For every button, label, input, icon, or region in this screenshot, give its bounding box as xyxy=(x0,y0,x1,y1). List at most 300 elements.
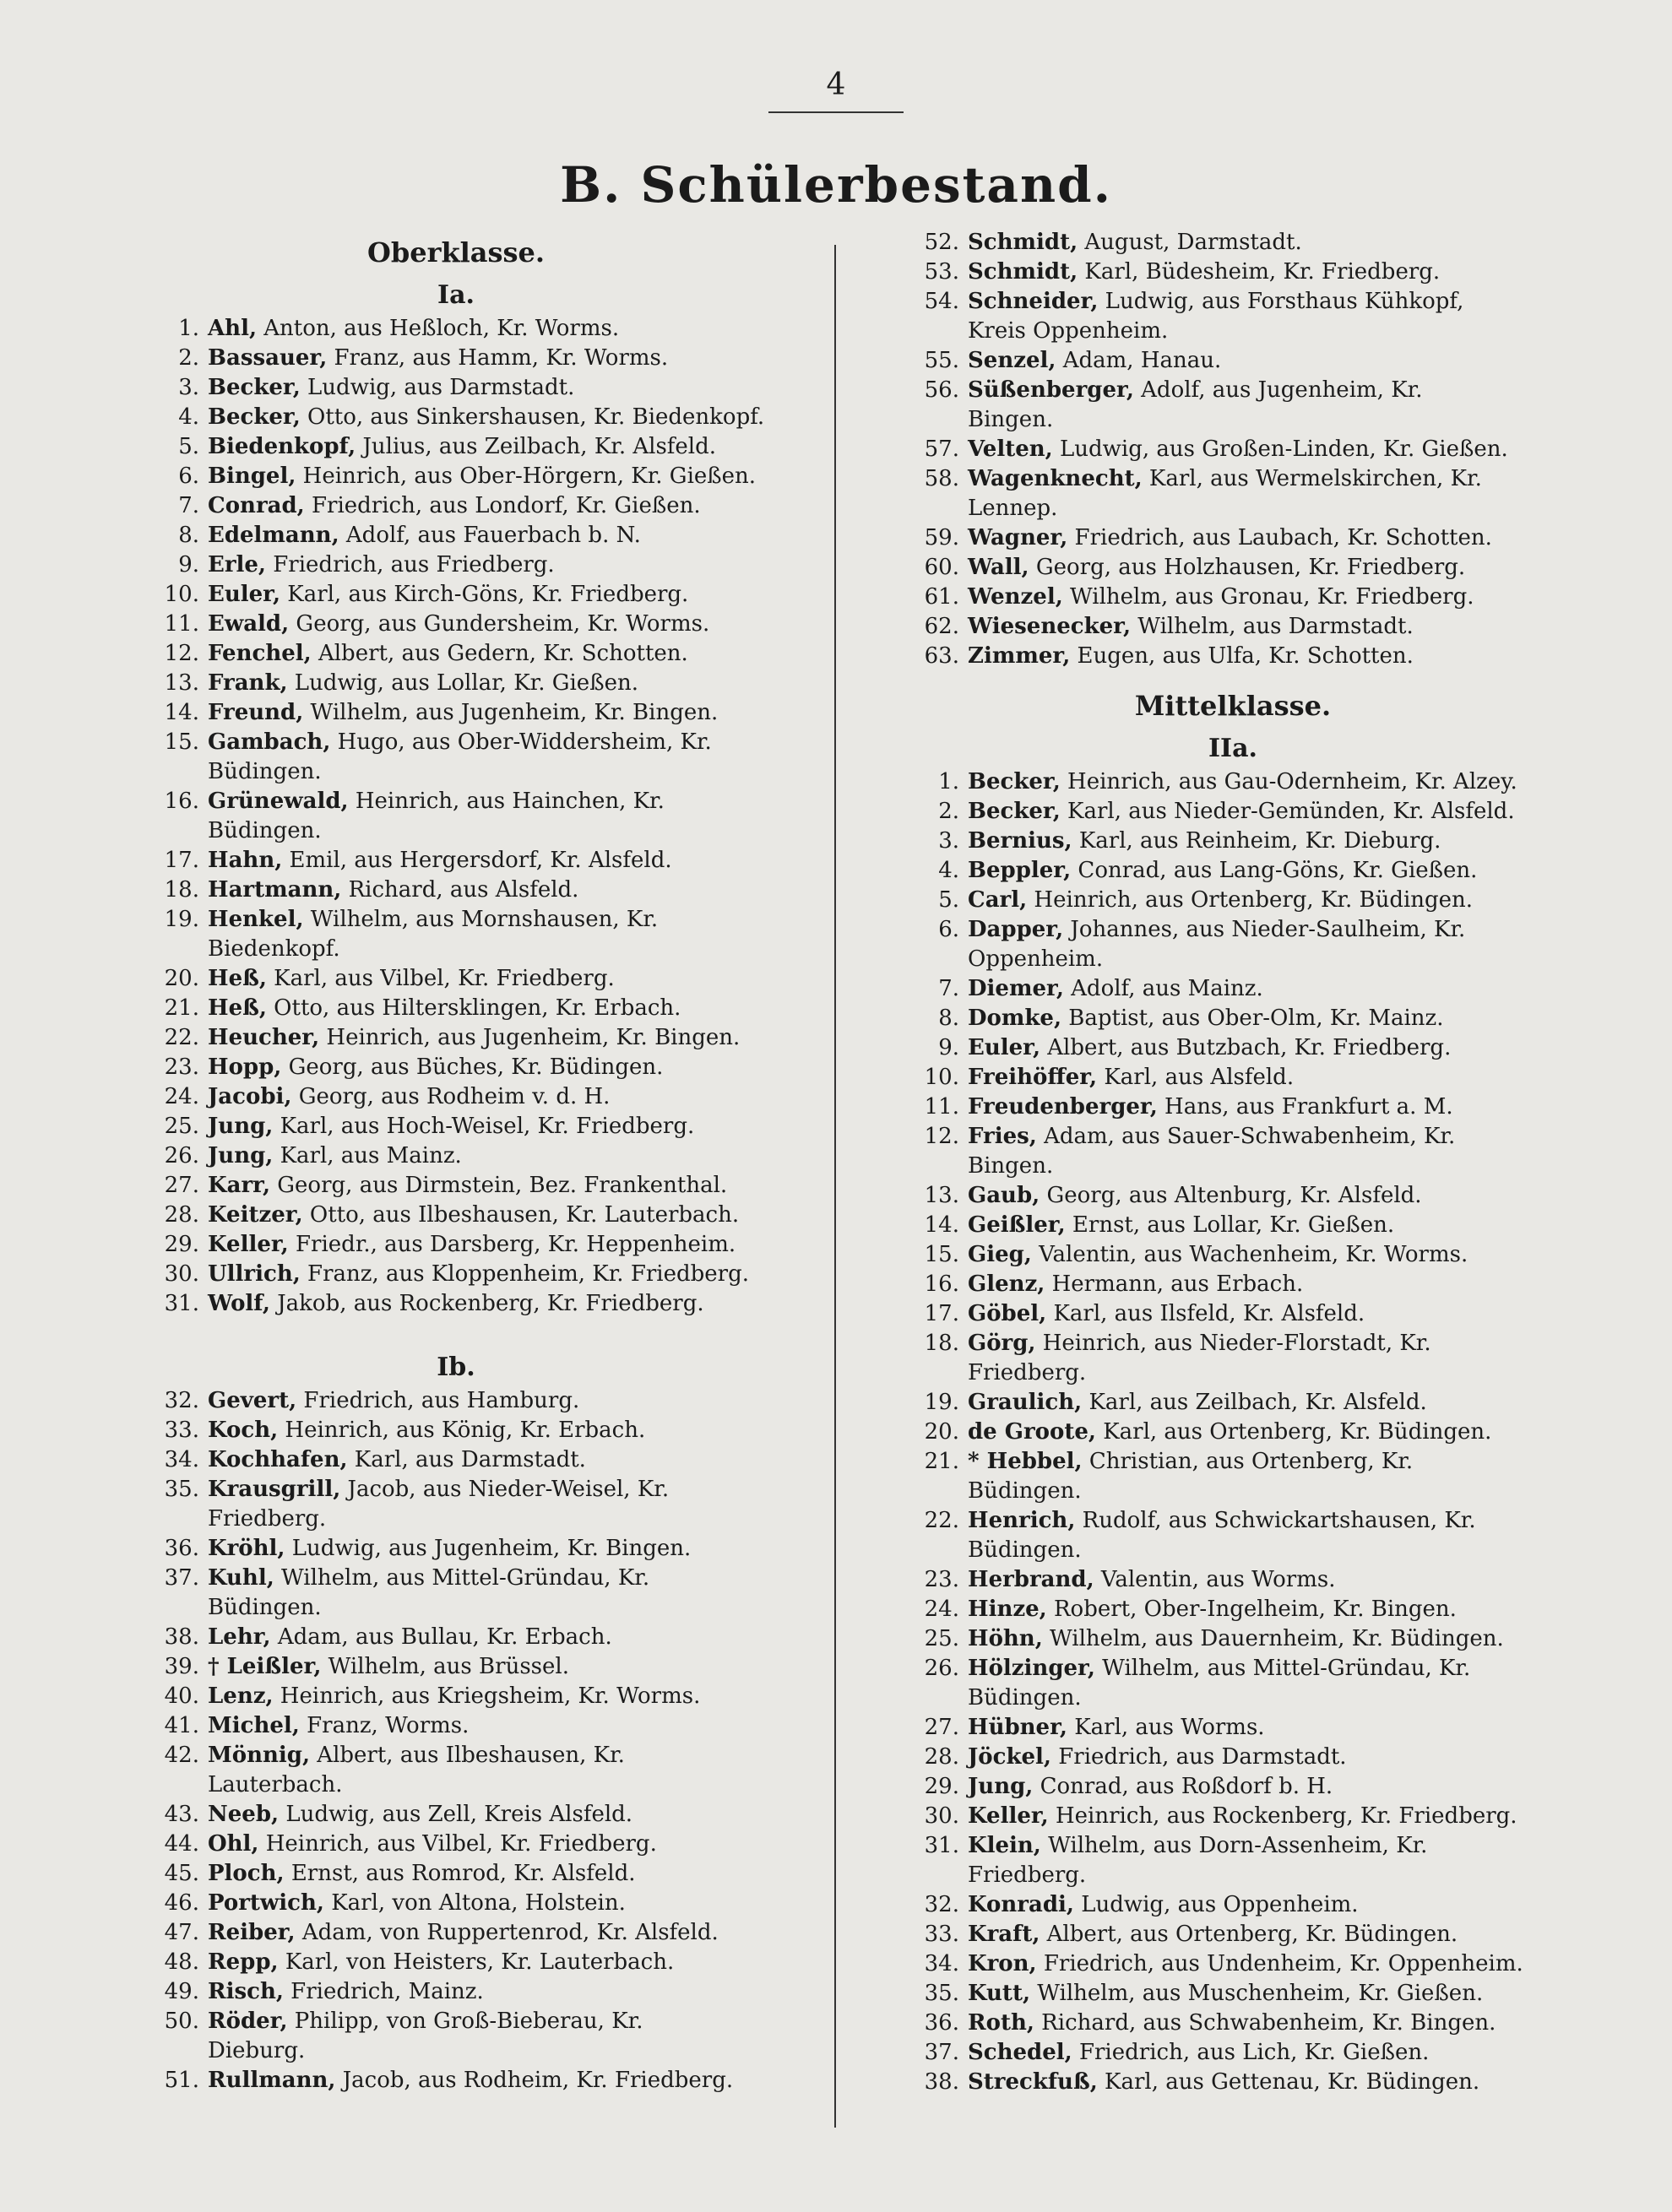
student-details: Conrad, aus Roßdorf b. H. xyxy=(1033,1774,1333,1799)
student-entry xyxy=(878,346,1588,376)
entry-text xyxy=(968,856,1588,886)
entry-text xyxy=(208,1416,794,1445)
student-surname: Hübner, xyxy=(968,1715,1067,1740)
entry-number: 52. xyxy=(924,230,959,255)
student-surname: Görg, xyxy=(968,1331,1036,1356)
student-entry xyxy=(878,376,1588,435)
entry-text xyxy=(968,346,1588,376)
student-surname: Konradi, xyxy=(968,1892,1074,1917)
entry-text xyxy=(208,2066,794,2095)
entry-number: 7. xyxy=(938,976,959,1001)
entry-number: 34. xyxy=(164,1447,199,1472)
entry-text xyxy=(968,1063,1588,1092)
student-entry xyxy=(878,1211,1588,1240)
entry-text xyxy=(208,1201,794,1230)
entry-number: 51. xyxy=(164,2068,199,2093)
student-entry xyxy=(118,639,794,669)
student-surname: Hölzinger, xyxy=(968,1656,1095,1681)
entry-text xyxy=(208,1112,794,1141)
entry-number: 55. xyxy=(924,348,959,373)
student-entry xyxy=(878,228,1588,258)
student-details: Wilhelm, aus Dorn-Assenheim, Kr. Friedberg. xyxy=(968,1833,1428,1888)
entry-number: 25. xyxy=(164,1114,199,1139)
entry-number: 21. xyxy=(164,995,199,1021)
student-details: Wilhelm, aus Gronau, Kr. Friedberg. xyxy=(1062,584,1474,610)
student-details: Conrad, aus Lang-Göns, Kr. Gießen. xyxy=(1071,858,1478,883)
entry-text xyxy=(208,1053,794,1082)
student-details: Friedrich, aus Friedberg. xyxy=(266,552,555,577)
entry-number: 11. xyxy=(924,1094,959,1120)
entry-number: 19. xyxy=(164,907,199,932)
student-entry xyxy=(878,583,1588,612)
entry-text xyxy=(208,639,794,669)
student-details: Adam, Hanau. xyxy=(1056,348,1222,373)
entry-number: 19. xyxy=(924,1390,959,1415)
student-details: Karl, aus Ilsfeld, Kr. Alsfeld. xyxy=(1046,1301,1365,1326)
entry-number: 22. xyxy=(164,1025,199,1050)
student-entry xyxy=(878,1418,1588,1447)
student-list-oberklasse-continued xyxy=(878,228,1588,671)
student-entry xyxy=(878,642,1588,671)
student-details: Rudolf, aus Schwickartshausen, Kr. Büdingen. xyxy=(968,1508,1476,1563)
entry-number: 53. xyxy=(924,259,959,285)
entry-number: 56. xyxy=(924,377,959,403)
student-details: Karl, aus Darmstadt. xyxy=(347,1447,586,1472)
student-entry xyxy=(118,2007,794,2066)
entry-number: 33. xyxy=(924,1922,959,1947)
student-entry xyxy=(118,787,794,846)
student-surname: Bingel, xyxy=(208,464,296,489)
entry-text xyxy=(968,1388,1588,1418)
student-surname: Euler, xyxy=(968,1035,1040,1060)
entry-number: 46. xyxy=(164,1890,199,1916)
student-entry xyxy=(878,1565,1588,1595)
student-surname: Kröhl, xyxy=(208,1536,285,1561)
student-details: Karl, aus Worms. xyxy=(1067,1715,1265,1740)
entry-text xyxy=(208,1682,794,1711)
entry-text xyxy=(968,258,1588,287)
student-surname: Jacobi, xyxy=(208,1084,292,1109)
student-surname: Domke, xyxy=(968,1006,1062,1031)
entry-text xyxy=(208,344,794,373)
student-surname: Velten, xyxy=(968,436,1053,462)
student-surname: Schmidt, xyxy=(968,259,1078,285)
student-entry xyxy=(118,1918,794,1948)
student-surname: Frank, xyxy=(208,670,288,696)
entry-number: 28. xyxy=(164,1202,199,1228)
student-entry xyxy=(118,669,794,698)
entry-text xyxy=(208,964,794,994)
entry-number: 37. xyxy=(164,1565,199,1591)
entry-number: 34. xyxy=(924,1951,959,1976)
student-surname: Neeb, xyxy=(208,1802,280,1827)
student-surname: Ohl, xyxy=(208,1831,259,1857)
entry-text xyxy=(208,1918,794,1948)
entry-text xyxy=(968,1979,1588,2009)
entry-number: 22. xyxy=(924,1508,959,1533)
entry-number: 25. xyxy=(924,1626,959,1651)
student-details: Christian, aus Ortenberg, Kr. Büdingen. xyxy=(968,1449,1414,1504)
student-entry xyxy=(118,1141,794,1171)
entry-number: 32. xyxy=(164,1388,199,1413)
entry-text xyxy=(968,1329,1588,1388)
student-details: Adam, von Ruppertenrod, Kr. Alsfeld. xyxy=(295,1920,719,1945)
student-details: Jacob, aus Rodheim, Kr. Friedberg. xyxy=(335,2068,734,2093)
student-entry xyxy=(878,1181,1588,1211)
entry-text xyxy=(968,1299,1588,1329)
entry-text xyxy=(968,1033,1588,1063)
section-heading-mittelklasse: Mittelklasse. xyxy=(1134,690,1332,722)
entry-number: 33. xyxy=(164,1418,199,1443)
student-details: Adolf, aus Mainz. xyxy=(1063,976,1263,1001)
student-entry xyxy=(878,258,1588,287)
entry-number: 60. xyxy=(924,555,959,580)
entry-number: 40. xyxy=(164,1683,199,1709)
entry-number: 13. xyxy=(164,670,199,696)
student-details: Karl, aus Zeilbach, Kr. Alsfeld. xyxy=(1082,1390,1427,1415)
entry-text xyxy=(968,1270,1588,1299)
student-surname: Karr, xyxy=(208,1173,271,1198)
student-details: Wilhelm, aus Mornshausen, Kr. Biedenkopf. xyxy=(208,907,659,962)
entry-number: 3. xyxy=(938,828,959,854)
student-details: Friedrich, aus Lich, Kr. Gießen. xyxy=(1072,2040,1430,2065)
student-entry xyxy=(118,964,794,994)
entry-text xyxy=(208,1230,794,1260)
entry-number: 44. xyxy=(164,1831,199,1857)
student-details: Ludwig, aus Oppenheim. xyxy=(1073,1892,1359,1917)
student-entry xyxy=(118,1859,794,1889)
spacer xyxy=(878,671,1588,681)
student-surname: Becker, xyxy=(968,799,1061,824)
student-entry xyxy=(118,876,794,905)
student-details: Ludwig, aus Darmstadt. xyxy=(300,375,575,400)
entry-number: 8. xyxy=(178,523,199,548)
student-surname: * Hebbel, xyxy=(968,1449,1083,1474)
entry-number: 12. xyxy=(164,641,199,666)
entry-number: 37. xyxy=(924,2040,959,2065)
student-details: Jacob, aus Nieder-Weisel, Kr. Friedberg. xyxy=(208,1477,670,1532)
student-entry xyxy=(118,1082,794,1112)
entry-number: 31. xyxy=(924,1833,959,1858)
student-surname: Graulich, xyxy=(968,1390,1083,1415)
student-surname: Jung, xyxy=(208,1114,274,1139)
student-surname: Wagner, xyxy=(968,525,1068,550)
entry-number: 21. xyxy=(924,1449,959,1474)
entry-number: 54. xyxy=(924,289,959,314)
student-details: Georg, aus Rodheim v. d. H. xyxy=(291,1084,611,1109)
entry-number: 20. xyxy=(924,1419,959,1445)
entry-text xyxy=(968,1831,1588,1890)
student-entry xyxy=(878,523,1588,553)
student-surname: Gaub, xyxy=(968,1183,1040,1208)
entry-number: 41. xyxy=(164,1713,199,1738)
student-surname: Glenz, xyxy=(968,1271,1045,1297)
student-surname: Freudenberger, xyxy=(968,1094,1158,1120)
entry-text xyxy=(968,1240,1588,1270)
entry-text xyxy=(968,1890,1588,1920)
student-details: Ludwig, aus Lollar, Kr. Gießen. xyxy=(287,670,638,696)
student-entry xyxy=(118,521,794,550)
student-surname: Ploch, xyxy=(208,1861,285,1886)
entry-text xyxy=(208,994,794,1023)
student-entry xyxy=(878,1920,1588,1949)
student-details: Karl, aus Mainz. xyxy=(273,1143,462,1168)
entry-text xyxy=(208,403,794,432)
entry-number: 61. xyxy=(924,584,959,610)
student-entry xyxy=(878,1270,1588,1299)
entry-text xyxy=(208,1623,794,1652)
entry-text xyxy=(968,2068,1588,2097)
student-entry xyxy=(878,287,1588,346)
student-details: Heinrich, aus Gau-Odernheim, Kr. Alzey. xyxy=(1060,769,1517,794)
entry-text xyxy=(208,521,794,550)
student-entry xyxy=(118,403,794,432)
student-entry xyxy=(878,856,1588,886)
student-surname: Erle, xyxy=(208,552,266,577)
student-details: Georg, aus Büches, Kr. Büdingen. xyxy=(281,1054,664,1080)
student-entry xyxy=(118,1260,794,1289)
student-entry xyxy=(878,1713,1588,1743)
student-surname: Bernius, xyxy=(968,828,1072,854)
student-details: August, Darmstadt. xyxy=(1078,230,1302,255)
student-entry xyxy=(118,1201,794,1230)
student-surname: Kutt, xyxy=(968,1981,1031,2006)
entry-number: 62. xyxy=(924,614,959,639)
entry-text xyxy=(208,1141,794,1171)
student-entry xyxy=(878,1624,1588,1654)
entry-text xyxy=(208,580,794,610)
entry-text xyxy=(968,915,1588,974)
student-entry xyxy=(118,1948,794,1977)
entry-text xyxy=(208,846,794,876)
student-entry xyxy=(878,767,1588,797)
entry-text xyxy=(208,432,794,462)
entry-text xyxy=(968,642,1588,671)
entry-number: 38. xyxy=(164,1624,199,1650)
entry-text xyxy=(208,1711,794,1741)
entry-number: 13. xyxy=(924,1183,959,1208)
student-entry xyxy=(118,1230,794,1260)
section-heading-oberklasse: Oberklasse. xyxy=(366,236,546,268)
student-surname: Wenzel, xyxy=(968,584,1063,610)
student-entry xyxy=(118,1889,794,1918)
entry-text xyxy=(208,876,794,905)
entry-number: 31. xyxy=(164,1291,199,1316)
student-entry xyxy=(878,464,1588,523)
student-surname: Biedenkopf, xyxy=(208,434,356,459)
entry-text xyxy=(968,1447,1588,1506)
student-details: Franz, Worms. xyxy=(299,1713,470,1738)
entry-text xyxy=(968,827,1588,856)
entry-text xyxy=(208,610,794,639)
student-details: Karl, aus Reinheim, Kr. Dieburg. xyxy=(1072,828,1441,854)
student-surname: Hartmann, xyxy=(208,877,342,903)
student-surname: Keitzer, xyxy=(208,1202,303,1228)
student-entry xyxy=(878,1240,1588,1270)
entry-text xyxy=(208,1741,794,1800)
student-entry xyxy=(118,1289,794,1319)
entry-text xyxy=(968,287,1588,346)
entry-number: 23. xyxy=(164,1054,199,1080)
student-surname: Hopp, xyxy=(208,1054,282,1080)
entry-number: 6. xyxy=(938,917,959,942)
student-details: Friedrich, Mainz. xyxy=(283,1979,484,2004)
student-entry xyxy=(878,1122,1588,1181)
entry-text xyxy=(968,1802,1588,1831)
student-entry xyxy=(118,1475,794,1534)
student-entry xyxy=(878,1831,1588,1890)
student-details: Hugo, aus Ober-Widdersheim, Kr. Büdingen. xyxy=(208,729,712,784)
left-column xyxy=(118,228,794,2095)
entry-number: 35. xyxy=(924,1981,959,2006)
entry-text xyxy=(208,1800,794,1830)
student-surname: Keller, xyxy=(968,1803,1049,1829)
student-surname: Kuhl, xyxy=(208,1565,274,1591)
student-entry xyxy=(118,344,794,373)
student-surname: Lenz, xyxy=(208,1683,274,1709)
student-entry xyxy=(118,846,794,876)
student-details: Heinrich, aus Rockenberg, Kr. Friedberg. xyxy=(1048,1803,1517,1829)
student-entry xyxy=(118,1171,794,1201)
entry-number: 16. xyxy=(924,1271,959,1297)
student-surname: Wagenknecht, xyxy=(968,466,1143,491)
student-entry xyxy=(878,2068,1588,2097)
entry-text xyxy=(208,1082,794,1112)
student-details: Karl, aus Kirch-Göns, Kr. Friedberg. xyxy=(280,582,689,607)
student-details: Richard, aus Schwabenheim, Kr. Bingen. xyxy=(1034,2010,1496,2036)
entry-number: 18. xyxy=(924,1331,959,1356)
student-entry xyxy=(878,1447,1588,1506)
student-details: Otto, aus Ilbeshausen, Kr. Lauterbach. xyxy=(302,1202,740,1228)
entry-text xyxy=(968,1211,1588,1240)
student-entry xyxy=(118,1800,794,1830)
student-surname: Freihöffer, xyxy=(968,1065,1098,1090)
student-entry xyxy=(878,612,1588,642)
entry-number: 1. xyxy=(938,769,959,794)
student-entry xyxy=(118,1534,794,1564)
entry-text xyxy=(968,464,1588,523)
student-surname: Carl, xyxy=(968,887,1028,913)
student-surname: de Groote, xyxy=(968,1419,1096,1445)
student-surname: Henkel, xyxy=(208,907,304,932)
student-surname: Ahl, xyxy=(208,316,258,341)
student-entry xyxy=(118,432,794,462)
student-surname: Streckfuß, xyxy=(968,2069,1098,2095)
entry-text xyxy=(968,1122,1588,1181)
entry-text xyxy=(968,1565,1588,1595)
student-surname: Portwich, xyxy=(208,1890,324,1916)
entry-number: 14. xyxy=(164,700,199,725)
student-entry xyxy=(878,974,1588,1004)
student-entry xyxy=(878,1329,1588,1388)
student-surname: Hahn, xyxy=(208,848,283,873)
entry-text xyxy=(968,1743,1588,1772)
student-entry xyxy=(118,550,794,580)
entry-number: 16. xyxy=(164,789,199,814)
entry-number: 5. xyxy=(938,887,959,913)
student-details: Heinrich, aus Kriegsheim, Kr. Worms. xyxy=(273,1683,701,1709)
entry-number: 7. xyxy=(178,493,199,518)
student-details: Franz, aus Hamm, Kr. Worms. xyxy=(327,345,669,371)
entry-number: 49. xyxy=(164,1979,199,2004)
entry-text xyxy=(208,787,794,846)
entry-text xyxy=(968,2038,1588,2068)
entry-text xyxy=(968,1920,1588,1949)
entry-number: 14. xyxy=(924,1212,959,1238)
student-details: Georg, aus Holzhausen, Kr. Friedberg. xyxy=(1029,555,1466,580)
student-details: Georg, aus Altenburg, Kr. Alsfeld. xyxy=(1040,1183,1422,1208)
student-details: Heinrich, aus Ortenberg, Kr. Büdingen. xyxy=(1027,887,1474,913)
entry-number: 24. xyxy=(164,1084,199,1109)
student-details: Robert, Ober-Ingelheim, Kr. Bingen. xyxy=(1046,1597,1457,1622)
entry-text xyxy=(968,886,1588,915)
student-surname: Grünewald, xyxy=(208,789,349,814)
entry-number: 9. xyxy=(938,1035,959,1060)
student-details: Philipp, von Groß-Bieberau, Kr. Dieburg. xyxy=(208,2009,643,2063)
student-details: Wilhelm, aus Mittel-Gründau, Kr. Büdingen. xyxy=(968,1656,1471,1711)
entry-number: 10. xyxy=(164,582,199,607)
student-entry xyxy=(118,728,794,787)
entry-text xyxy=(968,797,1588,827)
entry-number: 59. xyxy=(924,525,959,550)
student-details: Heinrich, aus Nieder-Florstadt, Kr. Friedberg. xyxy=(968,1331,1431,1385)
student-entry xyxy=(118,373,794,403)
entry-text xyxy=(208,1564,794,1623)
student-entry xyxy=(878,2009,1588,2038)
student-details: Albert, aus Butzbach, Kr. Friedberg. xyxy=(1040,1035,1452,1060)
entry-text xyxy=(968,974,1588,1004)
student-surname: Jung, xyxy=(968,1774,1034,1799)
student-details: Valentin, aus Wachenheim, Kr. Worms. xyxy=(1031,1242,1468,1267)
entry-number: 38. xyxy=(924,2069,959,2095)
entry-text xyxy=(968,1506,1588,1565)
student-details: Friedrich, aus Undenheim, Kr. Oppenheim. xyxy=(1036,1951,1523,1976)
entry-text xyxy=(968,1713,1588,1743)
student-surname: Euler, xyxy=(208,582,280,607)
student-details: Heinrich, aus Ober-Hörgern, Kr. Gießen. xyxy=(296,464,757,489)
student-details: Karl, aus Gettenau, Kr. Büdingen. xyxy=(1097,2069,1480,2095)
entry-number: 2. xyxy=(178,345,199,371)
entry-text xyxy=(208,1445,794,1475)
entry-number: 3. xyxy=(178,375,199,400)
entry-text xyxy=(968,1004,1588,1033)
student-surname: Wiesenecker, xyxy=(968,614,1132,639)
student-details: Friedrich, aus Laubach, Kr. Schotten. xyxy=(1067,525,1492,550)
student-entry xyxy=(118,698,794,728)
page-title: B. Schülerbestand. xyxy=(560,156,1112,214)
student-surname: Roth, xyxy=(968,2010,1034,2036)
entry-number: 9. xyxy=(178,552,199,577)
entry-number: 26. xyxy=(924,1656,959,1681)
student-entry xyxy=(878,1979,1588,2009)
entry-text xyxy=(208,1889,794,1918)
student-details: Richard, aus Alsfeld. xyxy=(341,877,579,903)
student-details: Ernst, aus Lollar, Kr. Gießen. xyxy=(1065,1212,1395,1238)
student-details: Karl, von Altona, Holstein. xyxy=(323,1890,626,1916)
student-entry xyxy=(118,994,794,1023)
student-surname: Röder, xyxy=(208,2009,288,2034)
entry-text xyxy=(208,1260,794,1289)
student-list-ib xyxy=(118,1386,794,2095)
student-details: Albert, aus Ortenberg, Kr. Büdingen. xyxy=(1040,1922,1458,1947)
entry-text xyxy=(208,905,794,964)
student-surname: Kraft, xyxy=(968,1922,1040,1947)
entry-number: 32. xyxy=(924,1892,959,1917)
student-entry xyxy=(118,462,794,491)
student-entry xyxy=(878,1654,1588,1713)
entry-number: 4. xyxy=(938,858,959,883)
entry-text xyxy=(968,767,1588,797)
